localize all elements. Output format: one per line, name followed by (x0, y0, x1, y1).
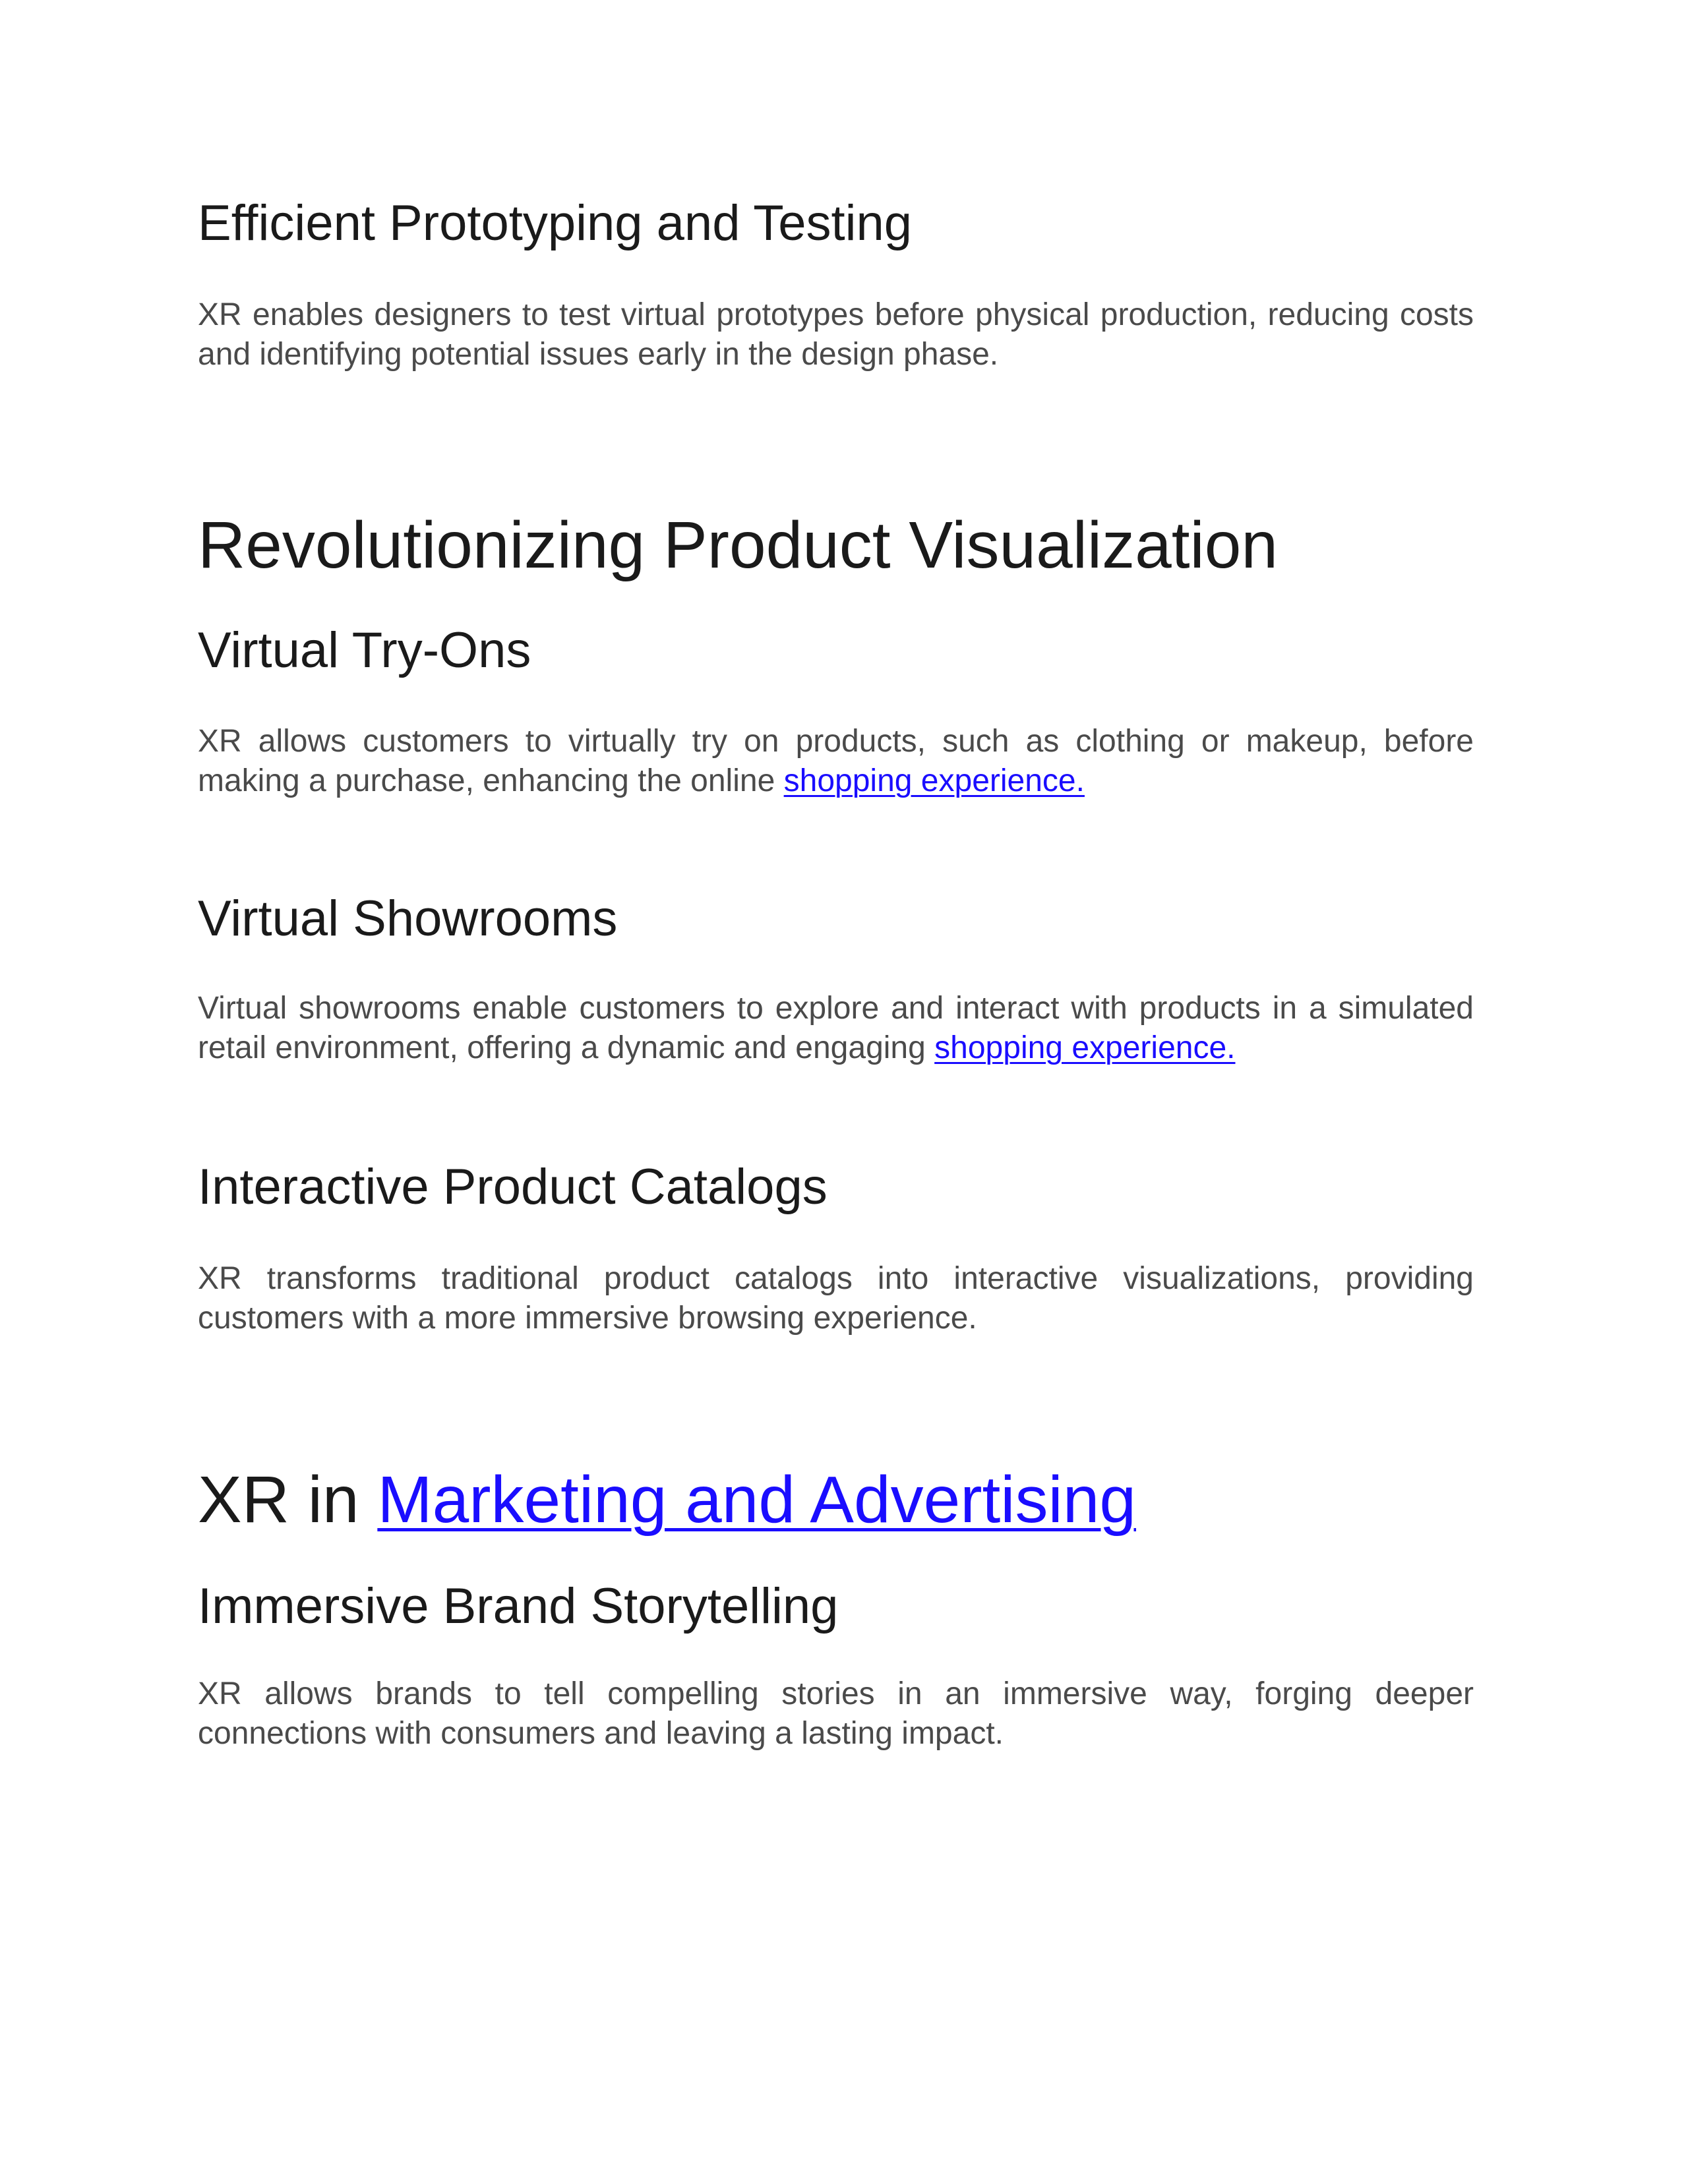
paragraph-showrooms-text: Virtual showrooms enable customers to explore and interact with products in a simulated retail environment, offering a dynamic and engaging (198, 991, 1474, 1065)
heading-virtual-showrooms: Virtual Showrooms (198, 891, 618, 947)
heading-xr-in-prefix: XR in (198, 1463, 378, 1537)
heading-virtual-try-ons: Virtual Try-Ons (198, 622, 531, 678)
paragraph-try-ons-text: XR allows customers to virtually try on products, such as clothing or makeup, before making a purchase, enhancing the online (198, 724, 1474, 798)
heading-efficient-prototyping: Efficient Prototyping and Testing (198, 195, 912, 251)
paragraph-storytelling: XR allows brands to tell compelling stories in an immersive way, forging deeper connections with consumers and leaving a lasting impact. (198, 1676, 1474, 1751)
paragraph-prototyping: XR enables designers to test virtual prototypes before physical production, reducing costs and identifying potential issues early in the design phase. (198, 297, 1474, 372)
heading-immersive-storytelling: Immersive Brand Storytelling (198, 1578, 839, 1634)
heading-xr-in-marketing (198, 1462, 1474, 1538)
heading-interactive-catalogs: Interactive Product Catalogs (198, 1159, 828, 1215)
marketing-and-advertising-link[interactable]: Marketing and Advertising (377, 1463, 1136, 1537)
paragraph-showrooms (198, 989, 1474, 1068)
paragraph-catalogs: XR transforms traditional product catalogs into interactive visualizations, providing customers with a more immersive browsing experience. (198, 1261, 1474, 1336)
shopping-experience-link[interactable]: shopping experience. (783, 763, 1085, 798)
paragraph-try-ons (198, 722, 1474, 801)
shopping-experience-link[interactable]: shopping experience. (934, 1030, 1236, 1065)
heading-revolutionizing-visualization: Revolutionizing Product Visualization (198, 508, 1278, 582)
